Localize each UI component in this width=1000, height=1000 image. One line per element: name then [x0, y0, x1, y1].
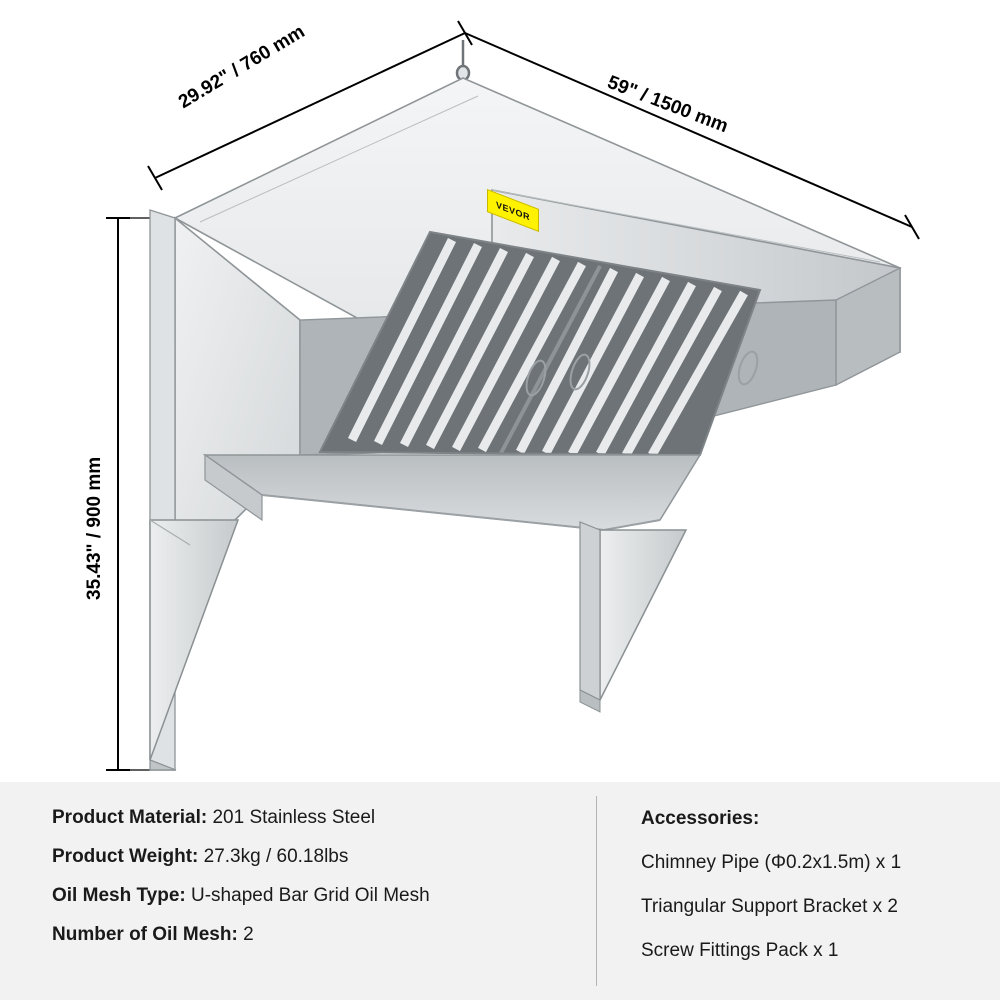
spec-key-oil-mesh-count: Number of Oil Mesh: [52, 924, 238, 945]
dimension-label-depth: 29.92" / 760 mm [175, 21, 309, 114]
accessory-item: Chimney Pipe (Φ0.2x1.5m) x 1 [641, 852, 902, 873]
hanging-loop [457, 40, 469, 80]
spec-value-oil-mesh-type: U-shaped Bar Grid Oil Mesh [185, 885, 430, 906]
spec-key-oil-mesh-type: Oil Mesh Type: [52, 885, 186, 906]
accessories-title: Accessories: [641, 808, 760, 829]
spec-value-oil-mesh-count: 2 [237, 924, 254, 945]
dimension-label-width: 59" / 1500 mm [604, 72, 731, 138]
spec-row-material [52, 808, 596, 827]
spec-row-oil-mesh-type [52, 886, 596, 905]
dimension-label-height: 35.43" / 900 mm [84, 456, 105, 600]
support-bracket-right [580, 522, 686, 712]
spec-row-weight [52, 847, 596, 866]
hood-grease-gutter [205, 455, 700, 530]
spec-key-material: Product Material: [52, 807, 208, 828]
spec-row-oil-mesh-count [52, 925, 596, 944]
spec-value-weight: 27.3kg / 60.18lbs [198, 846, 349, 867]
brand-logo-text: VEVOR [495, 198, 530, 223]
spec-key-weight: Product Weight: [52, 846, 199, 867]
accessory-item: Triangular Support Bracket x 2 [641, 896, 898, 917]
specs-column-right [597, 782, 1000, 1000]
spec-value-material: 201 Stainless Steel [207, 807, 376, 828]
specs-column-left [0, 782, 596, 1000]
accessory-item: Screw Fittings Pack x 1 [641, 940, 839, 961]
specifications-panel [0, 782, 1000, 1000]
